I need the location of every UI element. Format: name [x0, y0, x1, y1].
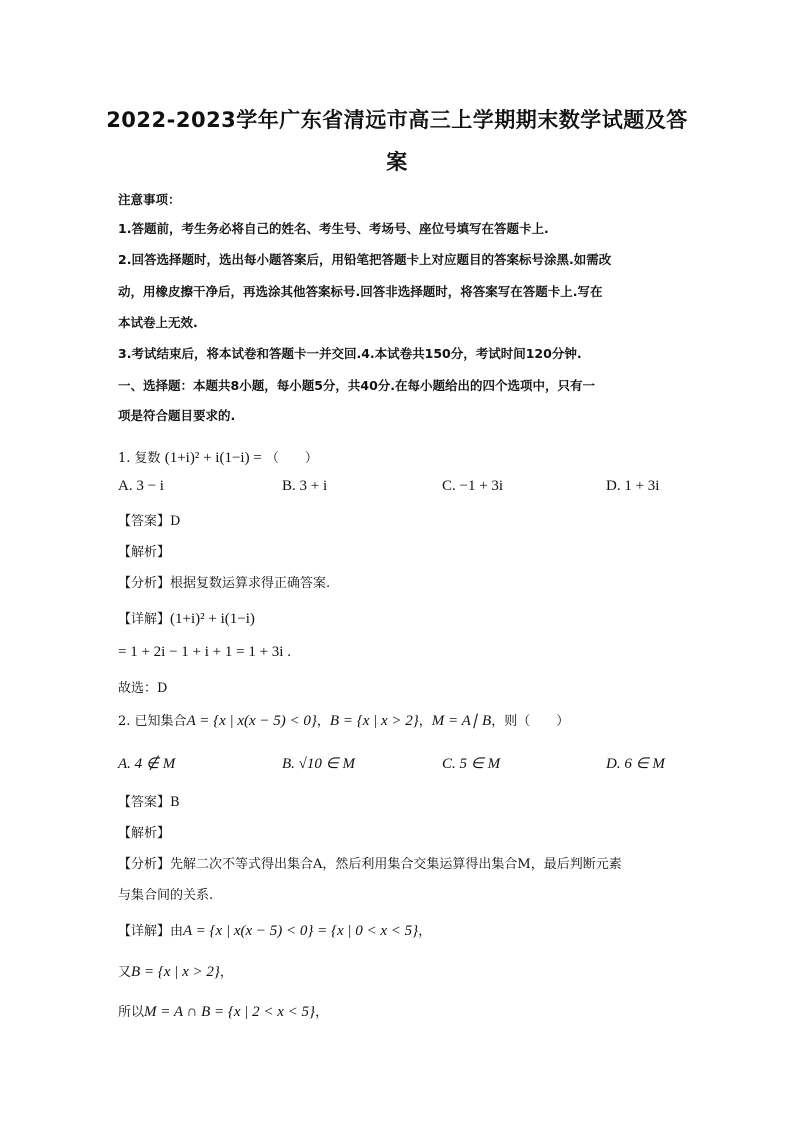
answer-line [118, 510, 180, 529]
solution-step: = 1 + 2i − 1 + i + 1 = 1 + 3i . [118, 644, 291, 660]
answer-value: D [170, 514, 181, 529]
math-expression: A = {x | x(x − 5) < 0} = {x | 0 < x < 5} [183, 923, 419, 939]
question-2-stem [118, 710, 569, 730]
option-c: C. −1 + 3i [442, 478, 504, 494]
answer-tag: 【答案】 [118, 514, 171, 529]
xiangjie-tag: 【详解】 [118, 924, 171, 939]
option-b: B. 3 + i [282, 478, 328, 494]
notice-item-1: 1.答题前，考生务必将自己的姓名、考生号、考场号、座位号填写在答题卡上. [118, 221, 549, 236]
option-a: A. 3 − i [118, 478, 164, 494]
set-b-expression: B = {x | x > 2} [329, 713, 419, 729]
question-number: 2. [118, 714, 131, 729]
notice-item-2-line1: 2.回答选择题时，选出每小题答案后，用铅笔把答题卡上对应题目的答案标号涂黑.如需改 [118, 252, 612, 267]
math-expression: (1+i)² + i(1−i) [170, 611, 255, 627]
analysis-tag: 【解析】 [118, 826, 171, 841]
fenxi-tag: 【分析】 [118, 857, 171, 872]
question-text: 复数 [134, 451, 161, 466]
notice-item-3: 3.考试结束后，将本试卷和答题卡一并交回.4.本试卷共150分，考试时间120分钟. [118, 346, 582, 361]
question-text: 已知集合 [134, 714, 187, 729]
separator: ， [316, 714, 330, 729]
analysis-tag: 【解析】 [118, 545, 171, 560]
fenxi-line-2: 与集合间的关系. [118, 888, 214, 903]
answer-paren: （ ） [265, 451, 318, 466]
question-text-end: ，则（ ） [491, 714, 570, 729]
section-heading-line2: 项是符合题目要求的. [118, 408, 236, 423]
fenxi-line [118, 572, 330, 591]
conclusion: 故选：D [118, 681, 168, 696]
option-c: C. 5 ∈ M [442, 756, 501, 772]
separator: ， [418, 714, 432, 729]
again-prefix: 又 [118, 965, 132, 980]
option-a: A. 4 ∉ M [118, 756, 176, 772]
math-expression: (1+i)² + i(1−i) = [164, 450, 262, 466]
set-a-expression: A = {x | x(x − 5) < 0} [186, 713, 317, 729]
option-d: D. 6 ∈ M [606, 756, 665, 772]
section-heading-line1: 一、选择题：本题共8小题，每小题5分，共40分.在每小题给出的四个选项中，只有一 [118, 378, 596, 393]
math-expression: M = A ∩ B = {x | 2 < x < 5} [144, 1004, 316, 1020]
xiangjie-tag: 【详解】 [118, 612, 171, 627]
fenxi-tag: 【分析】 [118, 576, 171, 591]
answer-line [118, 791, 180, 810]
xiangjie-prefix: 由 [170, 924, 184, 939]
notice-item-2-line3: 本试卷上无效. [118, 315, 198, 330]
answer-value: B [170, 795, 180, 810]
question-number: 1. [118, 451, 131, 466]
notice-item-2-line2: 动，用橡皮擦干净后，再选涂其他答案标号.回答非选择题时，将答案写在答题卡上.写在 [118, 284, 603, 299]
option-b: B. √10 ∈ M [282, 756, 355, 772]
separator: ， [315, 1005, 329, 1020]
separator: ， [219, 965, 233, 980]
option-d: D. 1 + 3i [606, 478, 660, 494]
fenxi-text: 先解二次不等式得出集合A，然后利用集合交集运算得出集合M，最后判断元素 [170, 857, 622, 872]
math-expression: B = {x | x > 2} [131, 964, 220, 980]
set-m-expression: M = A∣ B [431, 713, 492, 729]
document-title-line2: 案 [386, 150, 408, 174]
so-prefix: 所以 [118, 1005, 145, 1020]
separator: ， [418, 924, 432, 939]
fenxi-line-1 [118, 853, 622, 872]
again-line [118, 961, 233, 981]
document-title-line1: 2022-2023学年广东省清远市高三上学期期末数学试题及答 [106, 108, 688, 132]
xiangjie-line [118, 608, 255, 628]
notice-heading: 注意事项： [118, 192, 181, 207]
so-line [118, 1001, 328, 1021]
answer-tag: 【答案】 [118, 795, 171, 810]
question-1-stem [118, 447, 318, 467]
fenxi-text: 根据复数运算求得正确答案. [170, 576, 331, 591]
xiangjie-line [118, 920, 431, 940]
